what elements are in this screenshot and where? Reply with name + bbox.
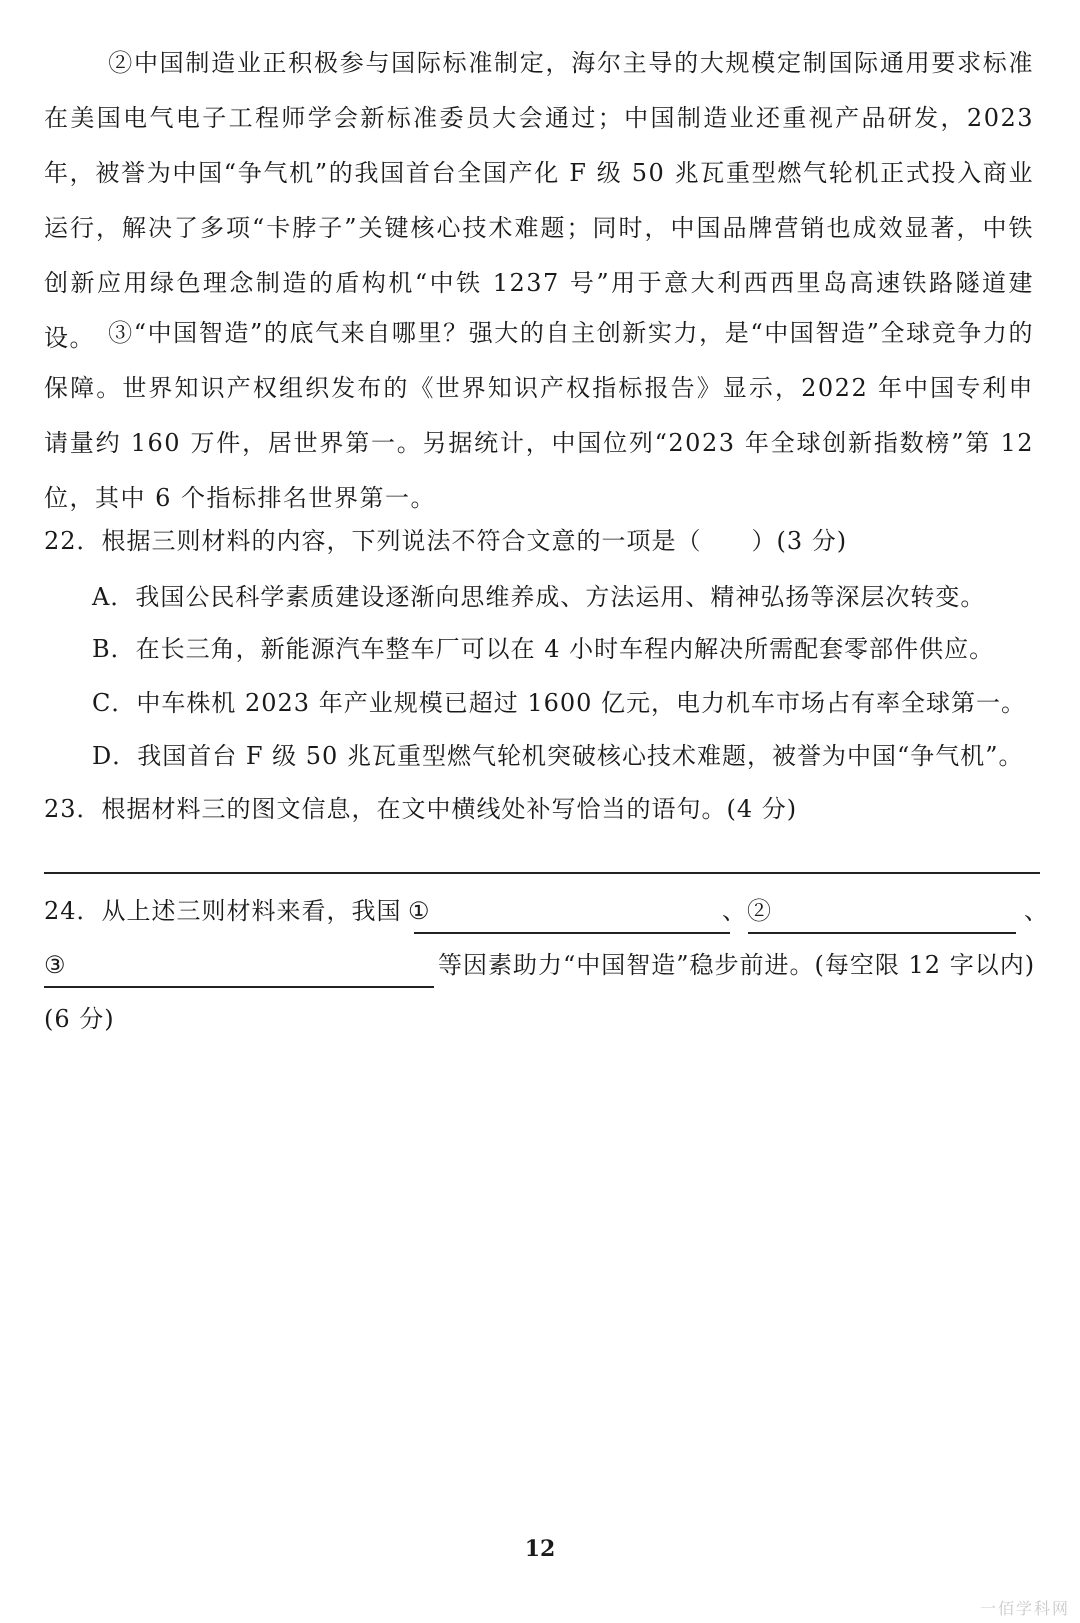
question-24-tail: 等因素助力“中国智造”稳步前进。(每空限 12 字以内) [438, 951, 1036, 979]
material-paragraph-2-text: ②中国制造业正积极参与国际标准制定，海尔主导的大规模定制国际通用要求标准在美国电气电子工程师学会新标准委员大会通过；中国制造业还重视产品研发，2023年，被誉为中国“争气机”的我国首台全国产化 F 级 50 兆瓦重型燃气轮机正式投入商业运行，解决了多项“卡脖子”关键核心技术难题；同时，中国品牌营销也成效显著，中铁创新应用绿色理念制造的盾构机“中铁 1237 号”用于意大利西西里岛高速铁路隧道建设。 [44, 49, 1034, 352]
question-22-option-b[interactable]: B．在长三角，新能源汽车整车厂可以在 4 小时车程内解决所需配套零部件供应。 [92, 635, 995, 663]
question-24-blank-2-marker: 、② [722, 897, 772, 925]
material-paragraph-3 [44, 306, 1034, 526]
question-22-option-c[interactable]: C．中车株机 2023 年产业规模已超过 1600 亿元，电力机车市场占有率全球第一。 [92, 689, 1027, 717]
question-24-score: (6 分) [44, 1005, 115, 1033]
question-22-option-a[interactable]: A．我国公民科学素质建设逐渐向思维养成、方法运用、精神弘扬等深层次转变。 [92, 583, 986, 611]
question-22-stem: 22．根据三则材料的内容，下列说法不符合文意的一项是（ ）(3 分) [44, 527, 848, 555]
question-24-lead: 24．从上述三则材料来看，我国 [44, 897, 402, 925]
watermark: 一佰学科网 [979, 1599, 1070, 1618]
question-24-blank-1-marker: ① [408, 897, 431, 925]
question-24-blank-3[interactable] [44, 986, 434, 988]
material-paragraph-3-text: ③“中国智造”的底气来自哪里？强大的自主创新实力，是“中国智造”全球竞争力的保障。世界知识产权组织发布的《世界知识产权指标报告》显示，2022 年中国专利申请量约 160 万件，居世界第一。另据统计，中国位列“2023 年全球创新指数榜”第 12 位，其中 6 个指标排名世界第一。 [44, 319, 1034, 512]
question-23-stem: 23．根据材料三的图文信息，在文中横线处补写恰当的语句。(4 分) [44, 795, 798, 823]
question-23-answer-line[interactable] [44, 872, 1040, 874]
question-24-blank-1[interactable] [414, 932, 730, 934]
question-22-option-d[interactable]: D．我国首台 F 级 50 兆瓦重型燃气轮机突破核心技术难题，被誉为中国“争气机”。 [92, 742, 1024, 770]
question-24-separator: 、 [1024, 897, 1049, 925]
page-number: 12 [524, 1536, 556, 1562]
question-24-blank-2[interactable] [748, 932, 1016, 934]
question-24-blank-3-marker: ③ [44, 951, 67, 979]
